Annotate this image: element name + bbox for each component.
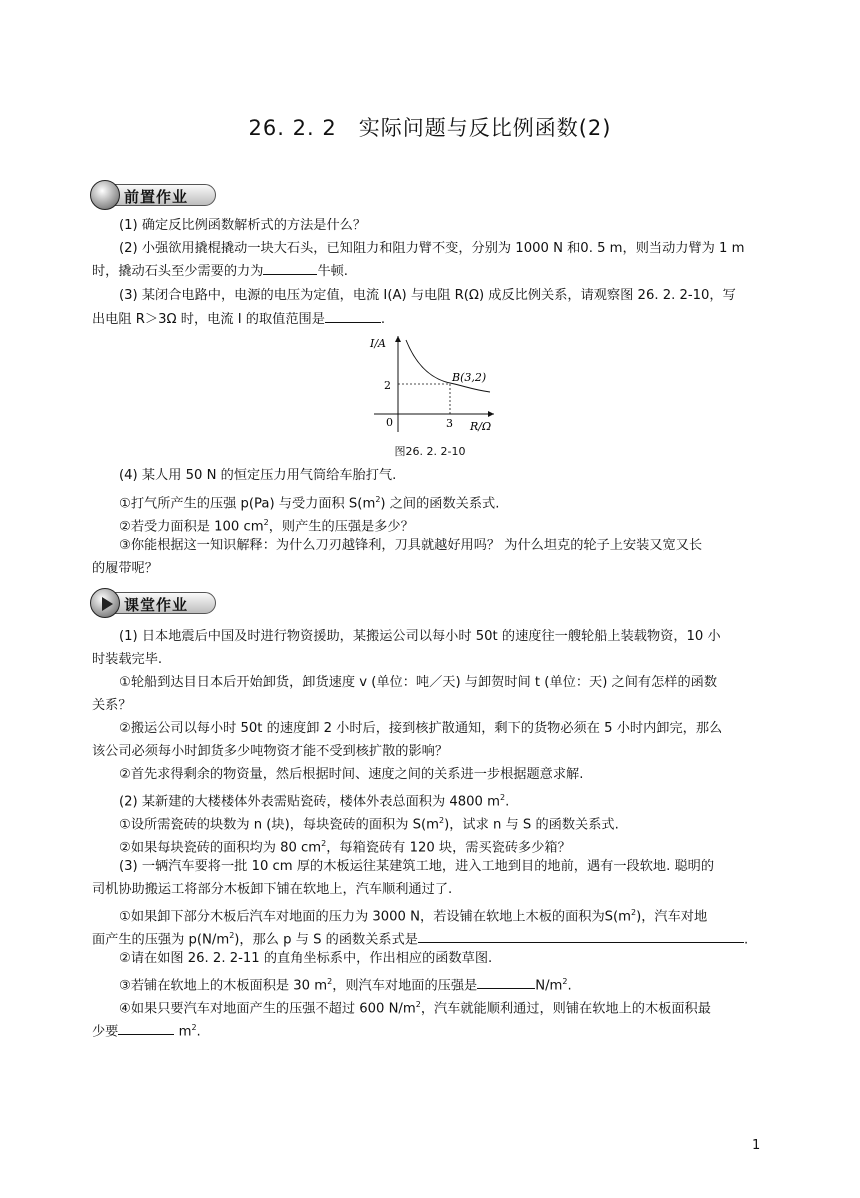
figure-caption: 图26. 2. 2-10 [394, 445, 466, 458]
problem-3-3: ③若铺在软地上的木板面积是 30 $m^2$，则汽车对地面的压强是 $N/m^2$. [92, 970, 768, 997]
problem-3-4-cont: 少要 $m^2$. [92, 1016, 768, 1043]
problem-3-1-cont: 面产生的压强为 $p(N/m^2)$，那么 p 与 S 的函数关系式是 . [92, 924, 768, 951]
question-3-cont: 出电阻 R＞3Ω 时，电流 I 的取值范围是 . [92, 308, 768, 331]
x-tick-label: 3 [446, 417, 453, 430]
problem-1-cont: 时装载完毕. [92, 652, 163, 667]
problem-1-1-cont: 关系？ [92, 698, 132, 713]
problem-2: (2) 某新建的大楼楼体外表需贴瓷砖，楼体外表总面积为 4800 $m^2$. [119, 793, 510, 810]
inverse-function-graph [366, 332, 496, 436]
answer-blank [118, 1020, 174, 1035]
problem-3-1: ①如果卸下部分木板后汽车对地面的压力为 3000 N，若设铺在软地上木板的面积为$S(m^2)$，汽车对地 [119, 908, 708, 925]
question-4-3-cont: 的履带呢？ [92, 561, 158, 576]
problem-2-1: ①设所需瓷砖的块数为 n (块)，每块瓷砖的面积为 $S(m^2)$，试求 n 与 S 的函数关系式. [119, 816, 619, 833]
problem-1-2: ②搬运公司以每小时 50t 的速度卸 2 小时后，接到核扩散通知，剩下的货物必须在 5 小时内卸完，那么 [119, 721, 723, 736]
question-2: (2) 小强欲用撬棍撬动一块大石头，已知阻力和阻力臂不变，分别为 1000 N 和0. 5 m，则当动力臂为 1 m [119, 241, 745, 256]
question-4-1: ①打气所产生的压强 p(Pa) 与受力面积 $S(m^2)$ 之间的函数关系式. [119, 495, 500, 512]
origin-label: 0 [386, 416, 393, 429]
problem-3: (3) 一辆汽车要将一批 10 cm 厚的木板运往某建筑工地，进入工地到目的地前，遇有一段软地. 聪明的 [119, 859, 715, 874]
badge-label: 课堂作业 [124, 596, 189, 614]
problem-1-2-cont: 该公司必须每小时卸货多少吨物资才能不受到核扩散的影响？ [92, 744, 449, 759]
section-badge-classwork [90, 588, 218, 618]
question-4-3: ③你能根据这一知识解释：为什么刀刃越锋利，刀具就越好用吗？ 为什么坦克的轮子上安装又宽又长 [119, 538, 703, 553]
problem-1-hint: ②首先求得剩余的物资量，然后根据时间、速度之间的关系进一步根据题意求解. [119, 767, 584, 782]
question-4: (4) 某人用 50 N 的恒定压力用气筒给车胎打气. [119, 468, 397, 483]
question-3: (3) 某闭合电路中，电源的电压为定值，电流 I(A) 与电阻 R(Ω) 成反比例关系，请观察图 26. 2. 2-10，写 [119, 288, 736, 303]
problem-2-2: ②如果每块瓷砖的面积均为 80 $cm^2$，每箱瓷砖有 120 块，需买瓷砖多少箱？ [119, 839, 571, 856]
question-4-2: ②若受力面积是 100 $cm^2$，则产生的压强是多少？ [119, 518, 414, 535]
answer-blank [477, 974, 535, 989]
answer-blank [325, 308, 381, 323]
problem-3-2: ②请在如图 26. 2. 2-11 的直角坐标系中，作出相应的函数草图. [119, 951, 493, 966]
answer-blank [418, 928, 744, 943]
x-axis-arrow [488, 411, 494, 417]
problem-1-1: ①轮船到达目日本后开始卸货，卸货速度 v (单位：吨／天) 与卸贺时间 t (单位：天) 之间有怎样的函数 [119, 675, 718, 690]
y-tick-label: 2 [384, 379, 391, 392]
play-triangle-icon [91, 589, 121, 619]
badge-play-icon [90, 588, 120, 618]
question-1: (1) 确定反比例函数解析式的方法是什么？ [119, 218, 367, 233]
question-2-cont: 时，撬动石头至少需要的力为 牛顿. [92, 260, 768, 283]
problem-3-cont: 司机协助搬运工将部分木板卸下铺在软地上，汽车顺利通过了. [92, 882, 453, 897]
y-axis-label: I/A [370, 337, 386, 350]
page-number: 1 [752, 1138, 761, 1153]
section-badge-preview [90, 180, 218, 210]
point-label: B(3,2) [452, 371, 487, 384]
page-title: 26. 2. 2 实际问题与反比例函数(2) [248, 116, 612, 140]
y-axis-arrow [395, 336, 401, 342]
answer-blank [263, 260, 317, 275]
problem-1: (1) 日本地震后中国及时进行物资援助，某搬运公司以每小时 50t 的速度往一艘轮船上装载物资，10 小 [119, 629, 721, 644]
x-axis-label: R/Ω [470, 420, 492, 433]
badge-swirl-icon [90, 180, 120, 210]
badge-label: 前置作业 [124, 188, 189, 206]
problem-3-4: ④如果只要汽车对地面产生的压强不超过 600 $N/m^2$，汽车就能顺利通过，则铺在软地上的木板面积最 [119, 1000, 711, 1017]
